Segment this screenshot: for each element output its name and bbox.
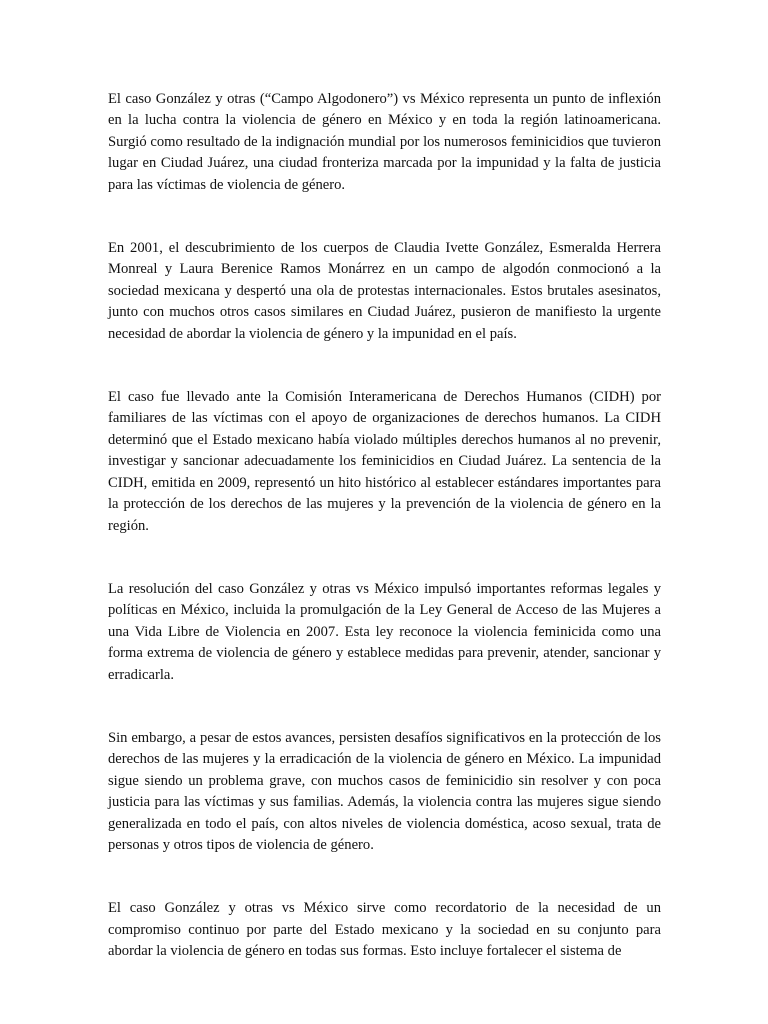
paragraph-5: Sin embargo, a pesar de estos avances, persisten desafíos significativos en la protección de los derechos de las mujeres y la erradicación de la violencia de género en México. La impunidad sigue siendo un problema grave, con muchos casos de feminicidio sin resolver y con poca justicia para las víctimas y sus familias. Además, la violencia contra las mujeres sigue siendo generalizada en todo el país, con altos niveles de violencia doméstica, acoso sexual, trata de personas y otros tipos de violencia de género.: [108, 729, 661, 853]
paragraph-4: La resolución del caso González y otras vs México impulsó importantes reformas legales y políticas en México, incluida la promulgación de la Ley General de Acceso de las Mujeres a una Vida Libre de Violencia en 2007. Esta ley reconoce la violencia feminicida como una forma extrema de violencia de género y establece medidas para prevenir, atender, sancionar y erradicarla.: [108, 580, 661, 683]
paragraph-2: En 2001, el descubrimiento de los cuerpos de Claudia Ivette González, Esmeralda Herrera Monreal y Laura Berenice Ramos Monárrez en un campo de algodón conmocionó a la sociedad mexicana y despertó una ola de protestas internacionales. Estos brutales asesinatos, junto con muchos otros casos similares en Ciudad Juárez, pusieron de manifiesto la urgente necesidad de abordar la violencia de género y la impunidad en el país.: [108, 240, 661, 342]
paragraph-1: El caso González y otras (“Campo Algodonero”) vs México representa un punto de inflexión en la lucha contra la violencia de género en México y en toda la región latinoamericana. Surgió como resultado de la indignación mundial por los numerosos feminicidios que tuvieron lugar en Ciudad Juárez, una ciudad fronteriza marcada por la impunidad y la falta de justicia para las víctimas de violencia de género.: [108, 91, 661, 193]
paragraph-6: El caso González y otras vs México sirve como recordatorio de la necesidad de un compromiso continuo por parte del Estado mexicano y la sociedad en su conjunto para abordar la violencia de género en todas sus formas. Esto incluye fortalecer el sistema de: [108, 900, 661, 960]
paragraph-3: El caso fue llevado ante la Comisión Interamericana de Derechos Humanos (CIDH) por familiares de las víctimas con el apoyo de organizaciones de derechos humanos. La CIDH determinó que el Estado mexicano había violado múltiples derechos humanos al no prevenir, investigar y sancionar adecuadamente los feminicidios en Ciudad Juárez. La sentencia de la CIDH, emitida en 2009, representó un hito histórico al establecer estándares importantes para la protección de los derechos de las mujeres y la prevención de la violencia de género en la región.: [108, 389, 661, 534]
document-page: [108, 89, 661, 963]
